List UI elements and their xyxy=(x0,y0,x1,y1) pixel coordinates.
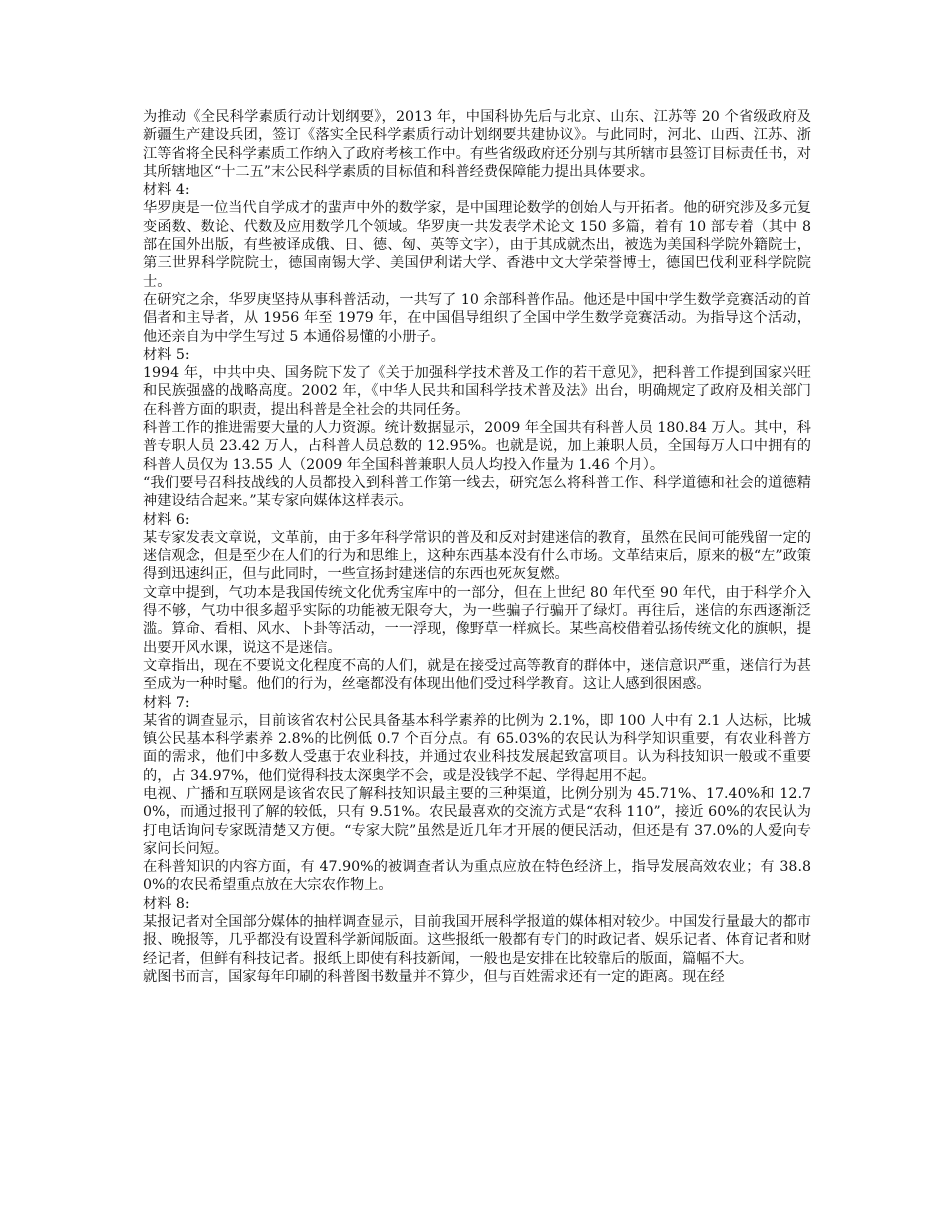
paragraph: 某省的调查显示，目前该省农村公民具备基本科学素养的比例为 2.1%，即 100 人中有 2.1 人达标，比城镇公民基本科学素养 2.8%的比例低 0.7 个百分点。有 65.03%的农民认为科学知识重要，有农业科普方面的需求，他们中多数人受惠于农业科技，并通过农业科技发展起致富项目。认为科技知识一般或不重要的，占 34.97%，他们觉得科技太深奥学不会，或是没钱学不起、学得起用不起。 xyxy=(143,712,811,784)
section-heading: 材料 6: xyxy=(143,511,190,528)
paragraph: 文章指出，现在不要说文化程度不高的人们，就是在接受过高等教育的群体中，迷信意识严重，迷信行为甚至成为一种时髦。他们的行为，丝毫都没有体现出他们受过科学教育。这让人感到很困惑。 xyxy=(143,657,811,693)
document-body xyxy=(143,108,811,986)
paragraph: “我们要号召科技战线的人员都投入到科普工作第一线去，研究怎么将科普工作、科学道德和社会的道德精神建设结合起来。”某专家向媒体这样表示。 xyxy=(143,474,811,510)
paragraph: 某专家发表文章说，文革前，由于多年科学常识的普及和反对封建迷信的教育，虽然在民间可能残留一定的迷信观念，但是至少在人们的行为和思维上，这种东西基本没有什么市场。文革结束后，原来的极“左”政策得到迅速纠正，但与此同时，一些宣扬封建迷信的东西也死灰复燃。 xyxy=(143,529,811,583)
section-heading: 材料 4: xyxy=(143,182,190,199)
paragraph: 电视、广播和互联网是该省农民了解科技知识最主要的三种渠道，比例分别为 45.71%、17.40%和 12.70%，而通过报刊了解的较低，只有 9.51%。农民最喜欢的交流方式是“农科 110”，接近 60%的农民认为打电话询问专家既清楚又方便。“专家大院”虽然是近几年才开展的便民活动，但还是有 37.0%的人爱向专家问长问短。 xyxy=(143,785,811,857)
paragraph: 某报记者对全国部分媒体的抽样调查显示，目前我国开展科学报道的媒体相对较少。中国发行量最大的都市报、晚报等，几乎都没有设置科学新闻版面。这些报纸一般都有专门的时政记者、娱乐记者、体育记者和财经记者，但鲜有科技记者。报纸上即使有科技新闻，一般也是安排在比较靠后的版面，篇幅不大。 xyxy=(143,914,811,967)
paragraph: 在科普知识的内容方面，有 47.90%的被调查者认为重点应放在特色经济上，指导发展高效农业；有 38.80%的农民希望重点放在大宗农作物上。 xyxy=(143,859,811,894)
paragraph: 在研究之余，华罗庚坚持从事科普活动，一共写了 10 余部科普作品。他还是中国中学生数学竞赛活动的首倡者和主导者，从 1956 年至 1979 年，在中国倡导组织了全国中学生数学竞赛活动。为指导这个活动，他还亲自为中学生写过 5 本通俗易懂的小册子。 xyxy=(143,291,811,345)
paragraph: 1994 年，中共中央、国务院下发了《关于加强科学技术普及工作的若干意见》，把科普工作提到国家兴旺和民族强盛的战略高度。2002 年，《中华人民共和国科学技术普及法》出台，明确规定了政府及相关部门在科普方面的职责，提出科普是全社会的共同任务。 xyxy=(143,365,811,418)
paragraph: 文章中提到，气功本是我国传统文化优秀宝库中的一部分，但在上世纪 80 年代至 90 年代，由于科学介入得不够，气功中很多超乎实际的功能被无限夸大，为一些骗子行骗开了绿灯。再往后，迷信的东西逐渐泛滥。算命、看相、风水、卜卦等活动，一一浮现，像野草一样疯长。某些高校借着弘扬传统文化的旗帜，提出要开风水课，说这不是迷信。 xyxy=(143,584,811,656)
paragraph: 科普工作的推进需要大量的人力资源。统计数据显示，2009 年全国共有科普人员 180.84 万人。其中，科普专职人员 23.42 万人，占科普人员总数的 12.95%。也就是说，加上兼职人员，全国每万人口中拥有的科普人员仅为 13.55 人（2009 年全国科普兼职人员人均投入作量为 1.46 个月）。 xyxy=(143,420,811,473)
paragraph: 就图书而言，国家每年印刷的科普图书数量并不算少，但与百姓需求还有一定的距离。现在经 xyxy=(143,968,725,985)
paragraph: 为推动《全民科学素质行动计划纲要》，2013 年，中国科协先后与北京、山东、江苏等 20 个省级政府及新疆生产建设兵团，签订《落实全民科学素质行动计划纲要共建协议》。与此同时，河北、山西、江苏、浙江等省将全民科学素质工作纳入了政府考核工作中。有些省级政府还分别与其所辖市县签订目标责任书，对其所辖地区“十二五”末公民科学素质的目标值和科普经费保障能力提出具体要求。 xyxy=(143,109,811,180)
paragraph: 华罗庚是一位当代自学成才的蜚声中外的数学家，是中国理论数学的创始人与开拓者。他的研究涉及多元复变函数、数论、代数及应用数学几个领域。华罗庚一共发表学术论文 150 多篇，着有 10 部专着（其中 8 部在国外出版，有些被译成俄、日、德、匈、英等文字），由于其成就杰出，被选为美国科学院外籍院士，第三世界科学院院士，德国南锡大学、美国伊利诺大学、香港中文大学荣誉博士，德国巴伐利亚科学院院士。 xyxy=(143,200,811,290)
section-heading: 材料 8: xyxy=(143,895,190,912)
section-heading: 材料 5: xyxy=(143,346,190,363)
section-heading: 材料 7: xyxy=(143,694,190,711)
